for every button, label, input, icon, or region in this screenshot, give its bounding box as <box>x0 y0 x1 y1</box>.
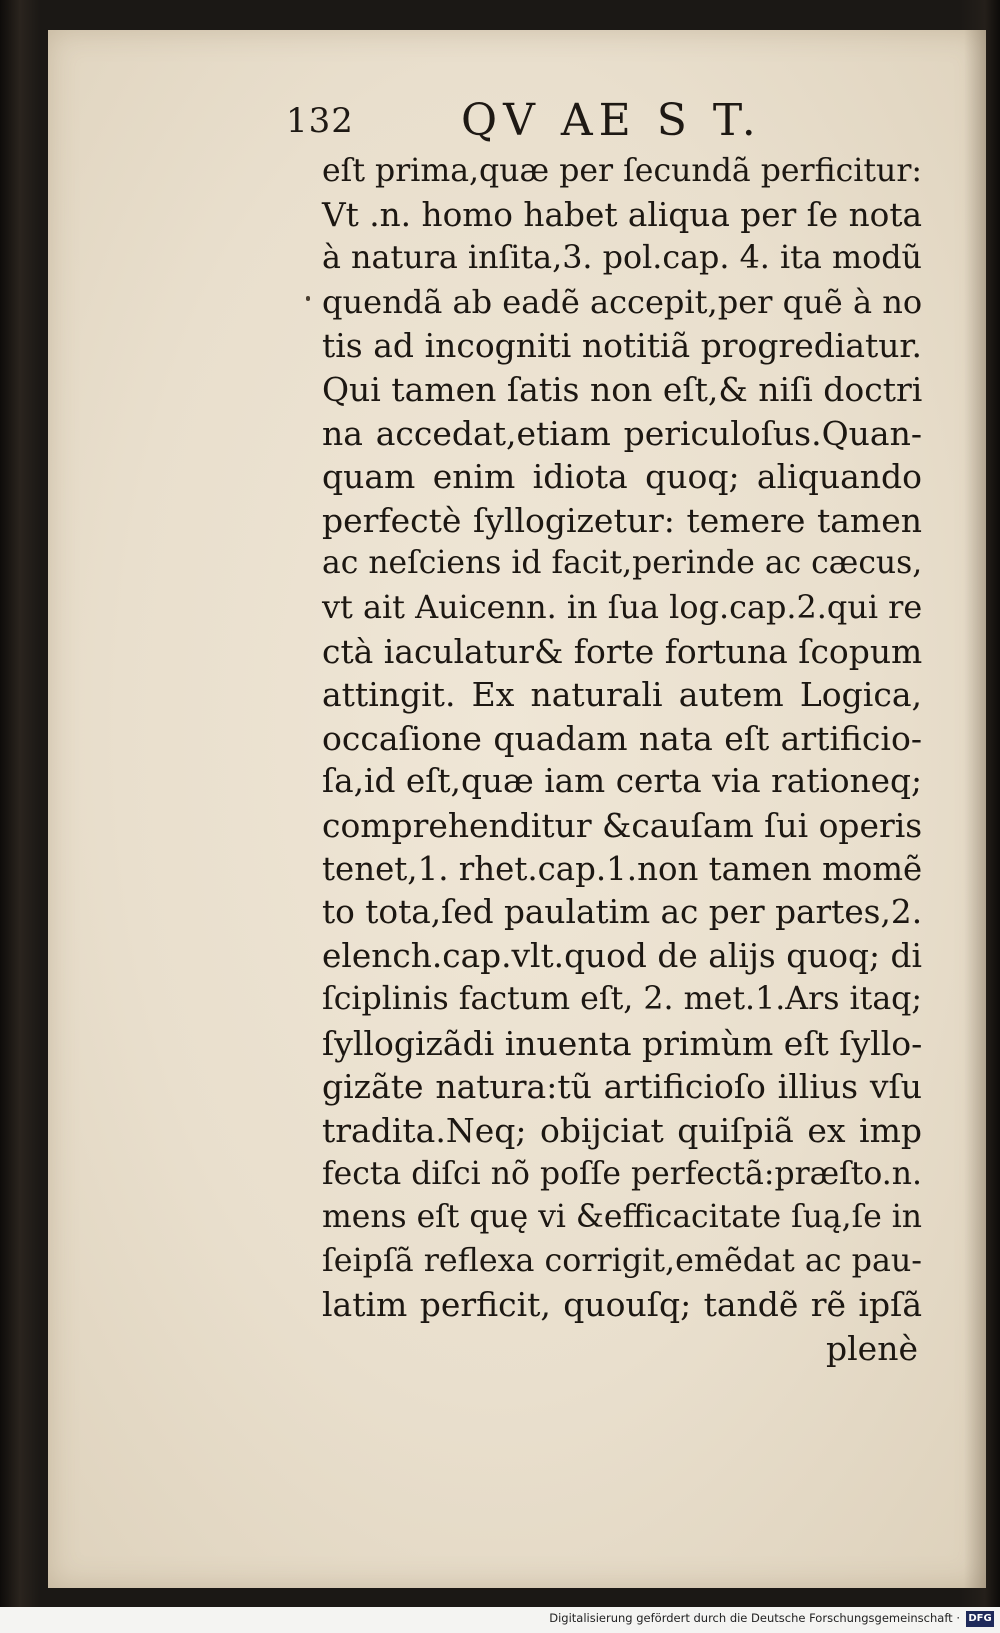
text-line: quendã ab eadẽ accepit,per quẽ à no <box>322 282 923 321</box>
body-text <box>322 150 922 1371</box>
text-line: to tota,ſed paulatim ac per partes,2. <box>322 893 923 932</box>
text-line: mens eſt quę vi &efficacitate ſuą,ſe in <box>322 1199 922 1236</box>
text-line: gizãte natura:tũ artificioſo illius vſu <box>322 1067 922 1107</box>
dfg-logo: DFG <box>966 1611 994 1627</box>
text-line: na accedat,etiam periculoſus.Quan- <box>322 413 922 453</box>
ink-speck <box>306 296 310 301</box>
page-number: 132 <box>286 101 354 141</box>
text-line: elench.cap.vlt.quod de alijs quoq; di <box>322 936 922 975</box>
text-line: Qui tamen ſatis non eſt,& niſi doctri <box>322 369 923 409</box>
text-line: Vt .n. homo habet aliqua per ſe nota <box>322 195 922 234</box>
page-header <box>286 95 936 145</box>
footer-credit: Digitalisierung gefördert durch die Deutsche Forschungsgemeinschaft · <box>549 1611 960 1625</box>
text-line: tradita.Neq; obijciat quiſpiã ex imp <box>322 1111 922 1151</box>
text-line: tenet,1. rhet.cap.1.non tamen momẽ <box>322 849 923 888</box>
text-line: attingit. Ex naturali autem Logica, <box>322 675 922 715</box>
text-line: latim perficit, quouſq; tandẽ rẽ ipſã <box>322 1285 922 1325</box>
text-line: à natura inſita,3. pol.cap. 4. ita modũ <box>322 240 922 277</box>
text-line: comprehenditur &cauſam ſui operis <box>322 805 923 845</box>
text-line: quam enim idiota quoq; aliquando <box>322 457 922 497</box>
text-line: perfectè ſyllogizetur: temere tamen <box>322 500 922 540</box>
text-line: ſeipſã reflexa corrigit,emẽdat ac pau- <box>322 1242 922 1279</box>
text-line: tis ad incogniti notitiã progrediatur. <box>322 326 922 366</box>
text-line: ſa,id eſt,quæ iam certa via rationeq; <box>322 762 922 801</box>
text-line: vt ait Auicenn. in ſua log.cap.2.qui re <box>322 587 923 626</box>
text-line: ſyllogizãdi inuenta primùm eſt ſyllo- <box>322 1023 923 1063</box>
digitization-footer <box>0 1607 1000 1633</box>
text-line: ſciplinis factum eſt, 2. met.1.Ars itaq; <box>322 981 923 1018</box>
text-line: ac neſciens id facit,perinde ac cæcus, <box>322 545 923 582</box>
text-line: fecta diſci nõ poſſe perfectã:præſto.n. <box>322 1155 922 1192</box>
text-line: ctà iaculatur& forte fortuna ſcopum <box>322 631 923 671</box>
text-line: occaſione quadam nata eſt artificio- <box>322 718 922 758</box>
running-head: QV AE S T. <box>461 95 762 146</box>
text-line: eſt prima,quæ per ſecundã perficitur: <box>322 153 922 189</box>
catchword: plenè <box>826 1329 918 1369</box>
